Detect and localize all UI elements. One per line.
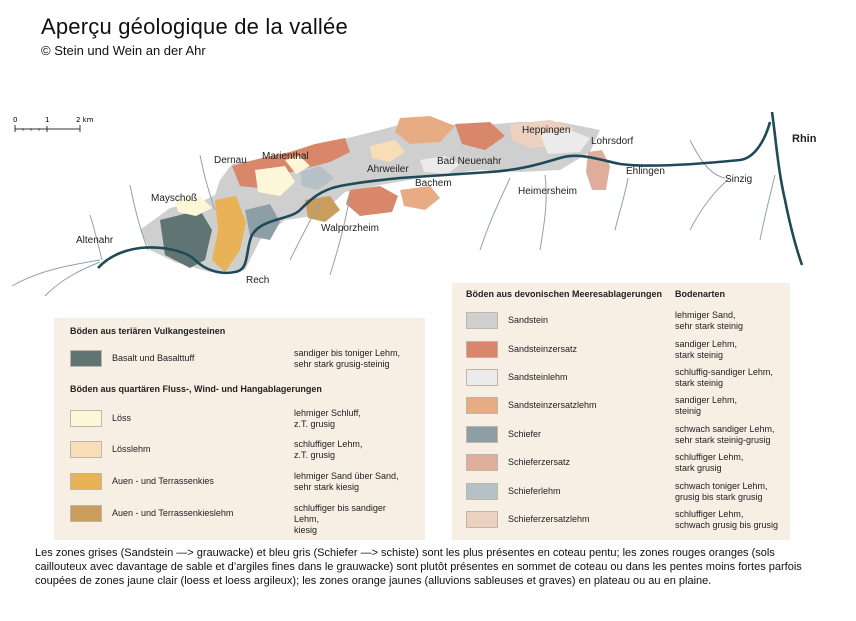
- legend-item: [466, 339, 784, 360]
- legend-group-volcanic-title: Böden aus teriären Vulkangesteinen: [70, 326, 226, 336]
- legend-item-name: Auen - und Terrassenkieslehm: [112, 508, 234, 518]
- legend-item-desc: lehmiger Sand, sehr stark steinig: [675, 310, 744, 331]
- legend-item: [466, 367, 784, 388]
- legend-item-name: Schieferzersatz: [508, 457, 571, 467]
- legend-item-desc: schluffiger Lehm, stark grusig: [675, 452, 744, 473]
- legend-devonian-title: Böden aus devonischen Meeresablagerungen: [466, 289, 663, 299]
- legend-item: [70, 503, 410, 535]
- legend-swatch: [70, 441, 102, 458]
- map-label-rech: Rech: [246, 275, 270, 286]
- legend-item-name: Auen - und Terrassenkies: [112, 476, 214, 486]
- legend-item-desc: schwach sandiger Lehm, sehr stark steinig-grusig: [675, 424, 775, 445]
- map-label-mayschoss: Mayschoß: [151, 193, 198, 204]
- scale-tick-2: 2 km: [76, 116, 94, 124]
- map-label-walporzheim: Walporzheim: [321, 223, 379, 234]
- legend-swatch: [466, 397, 498, 414]
- legend-item: [466, 481, 784, 502]
- legend-item: [70, 471, 410, 492]
- scale-tick-0: 0: [13, 116, 18, 124]
- map-label-ahrweiler: Ahrweiler: [367, 164, 409, 175]
- map-label-sinzig: Sinzig: [725, 174, 753, 185]
- legend-item-desc: schluffiger Lehm, schwach grusig bis grusig: [675, 509, 779, 530]
- legend-item-name: Basalt und Basalttuff: [112, 353, 195, 363]
- copyright-subtitle: © Stein und Wein an der Ahr: [41, 43, 206, 58]
- legend-devonian: [452, 283, 790, 540]
- legend-item-name: Sandsteinzersatzlehm: [508, 400, 597, 410]
- map-label-ehlingen: Ehlingen: [626, 166, 665, 177]
- map-label-bad-neuenahr: Bad Neuenahr: [437, 156, 502, 167]
- map-label-altenahr: Altenahr: [76, 235, 114, 246]
- legend-item-desc: lehmiger Sand über Sand, sehr stark kiesig: [294, 471, 399, 492]
- legend-item-name: Schiefer: [508, 429, 542, 439]
- legend-swatch: [70, 505, 102, 522]
- legend-item-desc: schwach toniger Lehm, grusig bis stark grusig: [675, 481, 768, 502]
- map-label-marienthal: Marienthal: [262, 151, 309, 162]
- map-label-dernau: Dernau: [214, 155, 247, 166]
- page-title: Aperçu géologique de la vallée: [41, 14, 348, 39]
- map-label-heimersheim: Heimersheim: [518, 186, 577, 197]
- legend-item-desc: sandiger bis toniger Lehm, sehr stark grusig-steinig: [294, 348, 401, 369]
- legend-item: [466, 395, 784, 416]
- legend-item-desc: sandiger Lehm, steinig: [675, 395, 738, 416]
- legend-swatch: [466, 426, 498, 443]
- legend-item-desc: sandiger Lehm, stark steinig: [675, 339, 738, 360]
- legend-swatch: [70, 350, 102, 367]
- legend-item-name: Sandsteinlehm: [508, 372, 568, 382]
- legend-swatch: [466, 369, 498, 386]
- legend-group-quaternary-title: Böden aus quartären Fluss-, Wind- und Hangablagerungen: [70, 384, 322, 394]
- scale-tick-1: 1: [45, 116, 50, 124]
- legend-item-name: Schieferlehm: [508, 486, 561, 496]
- legend-swatch: [466, 483, 498, 500]
- legend-item-desc: schluffig-sandiger Lehm, stark steinig: [675, 367, 773, 388]
- legend-item-desc: schluffiger bis sandiger Lehm, kiesig: [294, 503, 386, 535]
- legend-swatch: [466, 454, 498, 471]
- legend-item: [466, 452, 784, 473]
- legend-item: [70, 439, 410, 460]
- map-label-bachem: Bachem: [415, 178, 452, 189]
- legend-item-name: Lösslehm: [112, 444, 151, 454]
- map-caption: Les zones grises (Sandstein —> grauwacke) et bleu gris (Schiefer —> schiste) sont les plus présentes en coteau pentu; les zones rouges oranges (sols caillouteux avec davantage de sable et d’argiles fines dans le grauwacke) sont plutôt présentes en sommet de coteau ou dans les pentes moins fortes parfois coupées de zones jaune clair (loess et loess argileux); les zones orange jaunes (alluvions sableuses et graves) en plateau ou au en plaine.: [35, 547, 802, 587]
- legend-item: [466, 509, 784, 530]
- map-label-rhine: Rhin: [792, 133, 817, 145]
- map-label-heppingen: Heppingen: [522, 125, 571, 136]
- legend-swatch: [466, 511, 498, 528]
- legend-swatch: [70, 473, 102, 490]
- legend-item-desc: lehmiger Schluff, z.T. grusig: [294, 408, 361, 429]
- legend-swatch: [466, 341, 498, 358]
- legend-soil-types-title: Bodenarten: [675, 289, 726, 299]
- legend-volcanic-quaternary: [54, 318, 425, 540]
- legend-item-name: Sandsteinzersatz: [508, 344, 578, 354]
- legend-item-desc: schluffiger Lehm, z.T. grusig: [294, 439, 363, 460]
- legend-item-name: Schieferzersatzlehm: [508, 514, 590, 524]
- map-label-lohrsdorf: Lohrsdorf: [591, 136, 634, 147]
- legend-item: [466, 310, 784, 331]
- legend-item: [466, 424, 784, 445]
- legend-swatch: [466, 312, 498, 329]
- legend-item: [70, 408, 410, 429]
- legend-item-name: Sandstein: [508, 315, 549, 325]
- legend-item-name: Löss: [112, 413, 132, 423]
- legend-swatch: [70, 410, 102, 427]
- scale-bar: [13, 116, 94, 132]
- geological-map: [0, 100, 856, 300]
- legend-item: [70, 348, 410, 369]
